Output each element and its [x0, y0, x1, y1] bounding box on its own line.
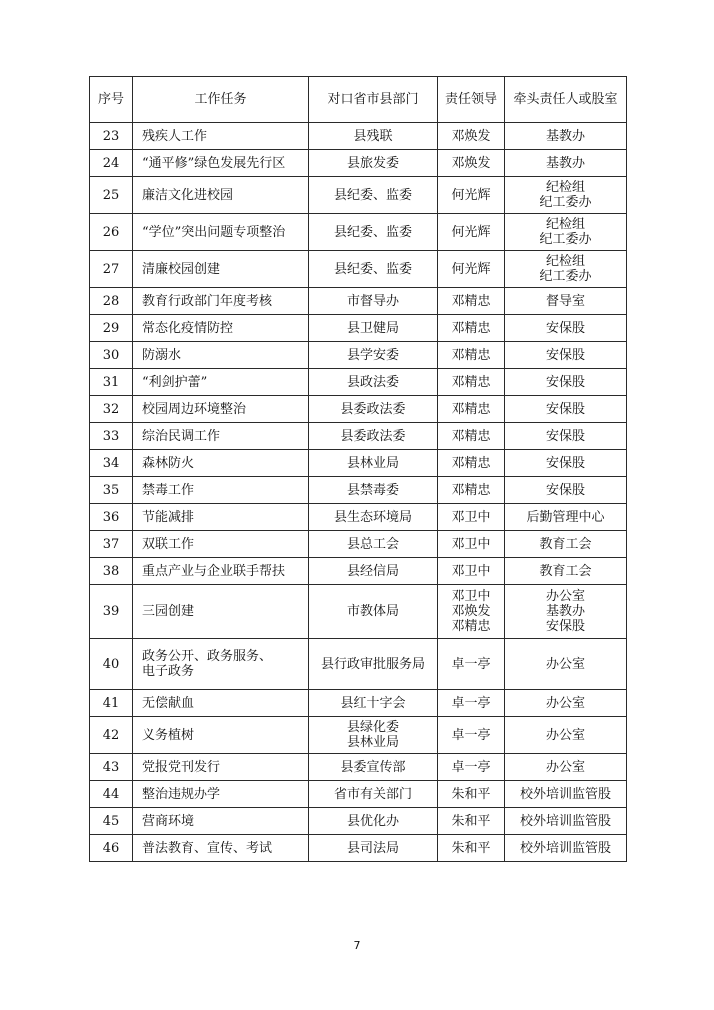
cell-task	[133, 754, 309, 781]
cell-no: 24	[90, 150, 133, 177]
cell-leader	[438, 477, 505, 504]
header-task: 工作任务	[133, 77, 309, 123]
cell-leader	[438, 177, 505, 214]
cell-leader-line: 卓一亭	[451, 656, 491, 672]
cell-unit-line: 基教办	[545, 604, 585, 619]
table-row	[90, 504, 627, 531]
cell-task	[133, 369, 309, 396]
cell-dept	[309, 531, 438, 558]
cell-unit-line: 办公室	[545, 759, 585, 775]
cell-leader	[438, 342, 505, 369]
cell-dept	[309, 177, 438, 214]
table-row	[90, 150, 627, 177]
cell-task-line: 整治违规办学	[142, 786, 221, 802]
cell-leader	[438, 585, 505, 639]
cell-leader-line: 邓焕发	[451, 604, 491, 619]
cell-task-line: 义务植树	[142, 727, 195, 743]
cell-leader-line: 邓精忠	[451, 619, 491, 634]
cell-no: 42	[90, 717, 133, 754]
cell-dept	[309, 781, 438, 808]
cell-task	[133, 558, 309, 585]
cell-leader-line: 何光辉	[451, 224, 491, 240]
cell-unit-line: 纪工委办	[539, 232, 592, 247]
cell-dept-line: 市督导办	[346, 293, 399, 309]
cell-task-line: 三园创建	[142, 604, 195, 619]
cell-task-line: 校园周边环境整治	[142, 401, 247, 417]
cell-unit-line: 安保股	[545, 347, 585, 363]
table-row	[90, 315, 627, 342]
cell-dept	[309, 808, 438, 835]
cell-leader-line: 邓卫中	[451, 589, 491, 604]
cell-unit-line: 安保股	[545, 482, 585, 498]
cell-no: 46	[90, 835, 133, 862]
table-row	[90, 717, 627, 754]
cell-leader	[438, 450, 505, 477]
cell-leader	[438, 423, 505, 450]
cell-unit-line: 纪检组	[545, 180, 585, 195]
cell-unit	[505, 450, 627, 477]
cell-task-line: “利剑护蕾”	[142, 374, 208, 390]
cell-no: 32	[90, 396, 133, 423]
cell-leader	[438, 754, 505, 781]
cell-dept-line: 县禁毒委	[346, 482, 399, 498]
cell-dept-line: 县生态环境局	[333, 509, 412, 525]
cell-task-line: 防溺水	[142, 347, 182, 363]
header-no: 序号	[90, 77, 133, 123]
cell-dept	[309, 835, 438, 862]
cell-leader	[438, 214, 505, 251]
cell-leader-line: 邓精忠	[451, 374, 491, 390]
cell-task	[133, 423, 309, 450]
cell-unit-line: 安保股	[545, 619, 585, 634]
cell-leader	[438, 150, 505, 177]
cell-task	[133, 251, 309, 288]
cell-unit-line: 督导室	[545, 293, 585, 309]
cell-no: 28	[90, 288, 133, 315]
table-row	[90, 423, 627, 450]
table-row	[90, 754, 627, 781]
cell-task-line: 营商环境	[142, 813, 195, 829]
cell-task-line: 重点产业与企业联手帮扶	[142, 563, 286, 579]
cell-leader	[438, 835, 505, 862]
cell-task	[133, 342, 309, 369]
cell-dept-line: 县委宣传部	[340, 759, 406, 775]
cell-leader-line: 邓精忠	[451, 293, 491, 309]
cell-dept-line: 县总工会	[346, 536, 399, 552]
cell-dept	[309, 754, 438, 781]
cell-unit-line: 纪检组	[545, 217, 585, 232]
cell-task	[133, 450, 309, 477]
table-row	[90, 396, 627, 423]
cell-unit	[505, 781, 627, 808]
cell-task	[133, 504, 309, 531]
cell-task	[133, 835, 309, 862]
cell-no: 43	[90, 754, 133, 781]
table-row	[90, 531, 627, 558]
cell-no: 26	[90, 214, 133, 251]
cell-dept	[309, 504, 438, 531]
cell-leader-line: 邓精忠	[451, 482, 491, 498]
cell-dept	[309, 690, 438, 717]
cell-unit	[505, 315, 627, 342]
table-row	[90, 450, 627, 477]
cell-leader-line: 邓卫中	[451, 536, 491, 552]
cell-dept-line: 县司法局	[346, 840, 399, 856]
cell-dept-line: 县卫健局	[346, 320, 399, 336]
cell-dept-line: 县学安委	[346, 347, 399, 363]
cell-task	[133, 288, 309, 315]
cell-dept-line: 县纪委、监委	[333, 187, 412, 203]
cell-leader	[438, 504, 505, 531]
cell-dept	[309, 639, 438, 690]
cell-unit	[505, 754, 627, 781]
cell-dept-line: 县经信局	[346, 563, 399, 579]
cell-task-line: 清廉校园创建	[142, 261, 221, 277]
cell-dept	[309, 477, 438, 504]
cell-dept-line: 县政法委	[346, 374, 399, 390]
cell-task	[133, 477, 309, 504]
cell-unit	[505, 690, 627, 717]
cell-no: 33	[90, 423, 133, 450]
cell-unit-line: 办公室	[545, 695, 585, 711]
cell-task-line: 无偿献血	[142, 695, 195, 711]
table-row	[90, 288, 627, 315]
table-row	[90, 251, 627, 288]
cell-no: 44	[90, 781, 133, 808]
table-row	[90, 177, 627, 214]
cell-leader	[438, 717, 505, 754]
header-row	[90, 77, 627, 123]
table-row	[90, 808, 627, 835]
cell-task	[133, 531, 309, 558]
cell-unit	[505, 214, 627, 251]
cell-unit-line: 安保股	[545, 428, 585, 444]
cell-leader-line: 何光辉	[451, 261, 491, 277]
cell-task	[133, 214, 309, 251]
cell-task	[133, 177, 309, 214]
cell-task	[133, 315, 309, 342]
table-row	[90, 585, 627, 639]
cell-dept	[309, 717, 438, 754]
cell-unit-line: 安保股	[545, 374, 585, 390]
cell-dept	[309, 288, 438, 315]
table-row	[90, 558, 627, 585]
cell-task-line: 残疾人工作	[142, 128, 208, 144]
cell-task-line: “学位”突出问题专项整治	[142, 224, 286, 240]
cell-leader-line: 邓卫中	[451, 509, 491, 525]
cell-dept-line: 省市有关部门	[333, 786, 412, 802]
cell-task-line: 普法教育、宣传、考试	[142, 840, 273, 856]
cell-unit	[505, 504, 627, 531]
cell-dept	[309, 123, 438, 150]
cell-no: 40	[90, 639, 133, 690]
cell-dept-line: 县纪委、监委	[333, 224, 412, 240]
cell-unit-line: 安保股	[545, 455, 585, 471]
cell-leader	[438, 396, 505, 423]
page-number: 7	[353, 939, 361, 952]
cell-unit	[505, 342, 627, 369]
cell-no: 27	[90, 251, 133, 288]
cell-leader-line: 何光辉	[451, 187, 491, 203]
cell-dept-line: 县林业局	[346, 455, 399, 471]
cell-unit-line: 校外培训监管股	[519, 786, 611, 802]
cell-dept	[309, 251, 438, 288]
table-body	[90, 123, 627, 862]
cell-unit-line: 安保股	[545, 320, 585, 336]
cell-leader-line: 邓卫中	[451, 563, 491, 579]
cell-dept	[309, 558, 438, 585]
cell-dept-line: 县红十字会	[340, 695, 406, 711]
cell-leader	[438, 690, 505, 717]
cell-task	[133, 690, 309, 717]
cell-no: 34	[90, 450, 133, 477]
cell-task-line: 教育行政部门年度考核	[142, 293, 273, 309]
header-unit: 牵头责任人或股室	[505, 77, 627, 123]
cell-task-line: 政务公开、政务服务、	[142, 649, 273, 664]
cell-dept	[309, 150, 438, 177]
cell-no: 41	[90, 690, 133, 717]
cell-no: 35	[90, 477, 133, 504]
cell-task-line: 综治民调工作	[142, 428, 221, 444]
cell-task-line: 廉洁文化进校园	[142, 187, 234, 203]
cell-leader	[438, 251, 505, 288]
table-row	[90, 639, 627, 690]
cell-leader	[438, 808, 505, 835]
header-leader: 责任领导	[438, 77, 505, 123]
cell-unit-line: 教育工会	[539, 563, 592, 579]
cell-leader-line: 邓焕发	[451, 128, 491, 144]
cell-dept	[309, 423, 438, 450]
cell-leader-line: 朱和平	[451, 786, 491, 802]
cell-unit	[505, 369, 627, 396]
cell-unit-line: 办公室	[545, 656, 585, 672]
cell-leader-line: 邓精忠	[451, 320, 491, 336]
cell-task	[133, 808, 309, 835]
cell-leader	[438, 531, 505, 558]
cell-leader-line: 邓精忠	[451, 347, 491, 363]
cell-unit	[505, 808, 627, 835]
cell-no: 30	[90, 342, 133, 369]
cell-dept-line: 县优化办	[346, 813, 399, 829]
cell-leader-line: 朱和平	[451, 840, 491, 856]
cell-task-line: 禁毒工作	[142, 482, 195, 498]
cell-leader	[438, 315, 505, 342]
cell-leader	[438, 288, 505, 315]
table-row	[90, 690, 627, 717]
cell-unit	[505, 558, 627, 585]
table-row	[90, 369, 627, 396]
cell-task-line: 双联工作	[142, 536, 195, 552]
cell-leader-line: 邓精忠	[451, 428, 491, 444]
cell-unit	[505, 585, 627, 639]
cell-unit	[505, 396, 627, 423]
cell-task	[133, 585, 309, 639]
cell-task	[133, 396, 309, 423]
cell-unit	[505, 639, 627, 690]
cell-task-line: 森林防火	[142, 455, 195, 471]
cell-no: 29	[90, 315, 133, 342]
cell-unit	[505, 177, 627, 214]
cell-dept-line: 县残联	[353, 128, 393, 144]
cell-dept	[309, 342, 438, 369]
cell-unit	[505, 835, 627, 862]
table-row	[90, 214, 627, 251]
cell-no: 31	[90, 369, 133, 396]
cell-unit-line: 安保股	[545, 401, 585, 417]
cell-task-line: 节能减排	[142, 509, 195, 525]
table-header	[90, 77, 627, 123]
cell-unit-line: 办公室	[545, 727, 585, 743]
cell-no: 37	[90, 531, 133, 558]
cell-task	[133, 123, 309, 150]
header-dept: 对口省市县部门	[309, 77, 438, 123]
cell-unit-line: 基教办	[545, 128, 585, 144]
cell-dept-line: 市教体局	[346, 604, 399, 619]
cell-leader	[438, 123, 505, 150]
cell-leader	[438, 781, 505, 808]
cell-dept	[309, 315, 438, 342]
cell-no: 25	[90, 177, 133, 214]
cell-leader	[438, 558, 505, 585]
table-row	[90, 123, 627, 150]
cell-unit	[505, 288, 627, 315]
cell-no: 38	[90, 558, 133, 585]
cell-unit-line: 纪工委办	[539, 269, 592, 284]
cell-dept	[309, 585, 438, 639]
cell-unit	[505, 477, 627, 504]
cell-unit	[505, 150, 627, 177]
cell-leader-line: 卓一亭	[451, 727, 491, 743]
cell-task-line: 电子政务	[142, 664, 195, 679]
cell-leader	[438, 369, 505, 396]
cell-dept-line: 县林业局	[346, 735, 399, 750]
cell-unit-line: 教育工会	[539, 536, 592, 552]
cell-leader-line: 邓精忠	[451, 455, 491, 471]
cell-no: 36	[90, 504, 133, 531]
table-row	[90, 835, 627, 862]
cell-task-line: 常态化疫情防控	[142, 320, 234, 336]
cell-unit-line: 后勤管理中心	[526, 509, 605, 525]
cell-task-line: “通平修”绿色发展先行区	[142, 155, 286, 171]
cell-leader	[438, 639, 505, 690]
cell-unit-line: 纪工委办	[539, 195, 592, 210]
cell-dept	[309, 396, 438, 423]
cell-unit-line: 校外培训监管股	[519, 840, 611, 856]
cell-task	[133, 150, 309, 177]
cell-unit	[505, 123, 627, 150]
cell-task	[133, 717, 309, 754]
cell-leader-line: 卓一亭	[451, 695, 491, 711]
cell-task-line: 党报党刊发行	[142, 759, 221, 775]
cell-unit	[505, 251, 627, 288]
cell-dept-line: 县旅发委	[346, 155, 399, 171]
cell-dept	[309, 214, 438, 251]
cell-unit	[505, 531, 627, 558]
cell-dept-line: 县委政法委	[340, 428, 406, 444]
cell-dept-line: 县行政审批服务局	[320, 656, 425, 672]
cell-unit-line: 纪检组	[545, 254, 585, 269]
cell-unit-line: 校外培训监管股	[519, 813, 611, 829]
cell-leader-line: 邓精忠	[451, 401, 491, 417]
cell-unit-line: 办公室	[545, 589, 585, 604]
cell-dept	[309, 450, 438, 477]
cell-dept-line: 县绿化委	[346, 720, 399, 735]
cell-unit	[505, 423, 627, 450]
cell-leader-line: 朱和平	[451, 813, 491, 829]
cell-dept-line: 县纪委、监委	[333, 261, 412, 277]
table-row	[90, 477, 627, 504]
cell-unit	[505, 717, 627, 754]
cell-no: 23	[90, 123, 133, 150]
cell-no: 39	[90, 585, 133, 639]
cell-task	[133, 781, 309, 808]
cell-no: 45	[90, 808, 133, 835]
cell-dept-line: 县委政法委	[340, 401, 406, 417]
table-row	[90, 342, 627, 369]
cell-leader-line: 卓一亭	[451, 759, 491, 775]
task-table	[89, 76, 627, 862]
table-row	[90, 781, 627, 808]
cell-dept	[309, 369, 438, 396]
cell-task	[133, 639, 309, 690]
cell-leader-line: 邓焕发	[451, 155, 491, 171]
cell-unit-line: 基教办	[545, 155, 585, 171]
